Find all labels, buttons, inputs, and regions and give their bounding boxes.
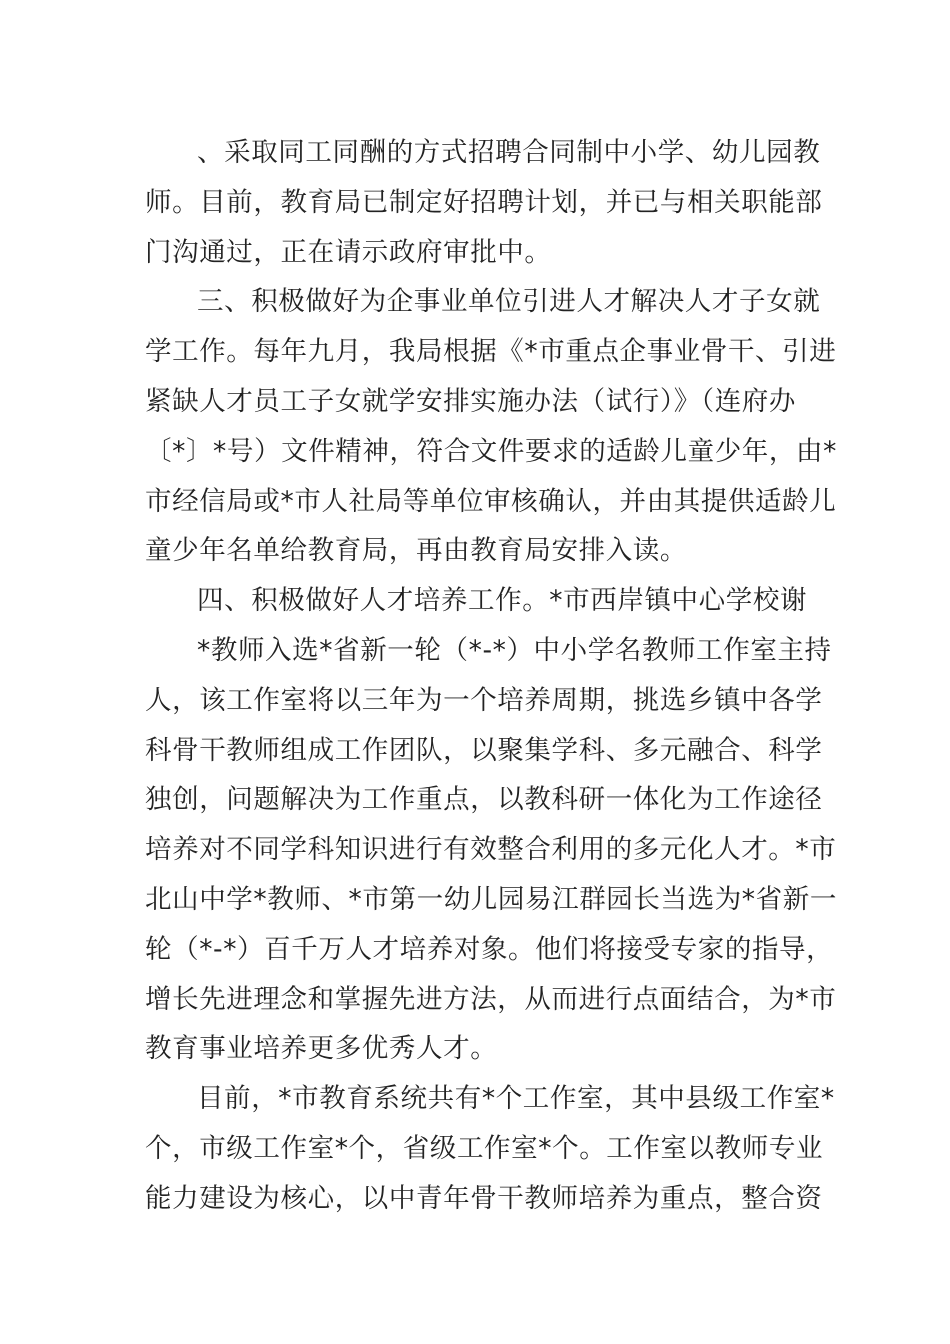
text-line: 目前，*市教育系统共有*个工作室，其中县级工作室*: [197, 1083, 835, 1115]
text-line: 、采取同工同酬的方式招聘合同制中小学、幼儿园教: [197, 137, 821, 168]
paragraph-section-three: [145, 277, 837, 576]
document-page: [145, 128, 837, 1224]
text-line: 增长先进理念和掌握先进方法，从而进行点面结合，为*市: [145, 983, 837, 1015]
text-line: 科骨干教师组成工作团队，以聚集学科、多元融合、科学: [145, 734, 823, 766]
section-heading-line: 三、积极做好为企事业单位引进人才解决人才子女就: [197, 286, 821, 318]
text-line: 个，市级工作室*个，省级工作室*个。工作室以教师专业: [145, 1132, 824, 1164]
text-line: 门沟通过，正在请示政府审批中。: [145, 236, 552, 268]
text-line: 人，该工作室将以三年为一个培养周期，挑选乡镇中各学: [145, 684, 823, 716]
paragraph-workshops: [145, 1074, 835, 1223]
paragraph-section-four: [145, 576, 807, 626]
text-line: 师。目前，教育局已制定好招聘计划，并已与相关职能部: [145, 186, 823, 218]
text-line: 独创，问题解决为工作重点，以教科研一体化为工作途径: [145, 784, 823, 816]
paragraph-recruitment: [145, 128, 823, 277]
text-line: 能力建设为核心，以中青年骨干教师培养为重点，整合资: [145, 1182, 823, 1214]
text-line: 紧缺人才员工子女就学安排实施办法（试行）》（连府办: [145, 385, 796, 417]
text-line: 〔*〕*号）文件精神，符合文件要求的适龄儿童少年，由*: [145, 435, 837, 467]
text-line: *教师入选*省新一轮（*-*）中小学名教师工作室主持: [197, 634, 832, 666]
text-line: 教育事业培养更多优秀人才。: [145, 1033, 498, 1065]
text-line: 童少年名单给教育局，再由教育局安排入读。: [145, 535, 687, 567]
text-line: 培养对不同学科知识进行有效整合利用的多元化人才。*市: [145, 834, 837, 866]
section-heading-line: 四、积极做好人才培养工作。*市西岸镇中心学校谢: [197, 585, 808, 617]
text-line: 轮（*-*）百千万人才培养对象。他们将接受专家的指导，: [145, 933, 834, 965]
text-line: 学工作。每年九月，我局根据《*市重点企事业骨干、引进: [145, 336, 837, 368]
paragraph-teacher-training: [145, 626, 837, 1074]
text-line: 北山中学*教师、*市第一幼儿园易江群园长当选为*省新一: [145, 883, 837, 915]
text-line: 市经信局或*市人社局等单位审核确认，并由其提供适龄儿: [145, 485, 837, 517]
